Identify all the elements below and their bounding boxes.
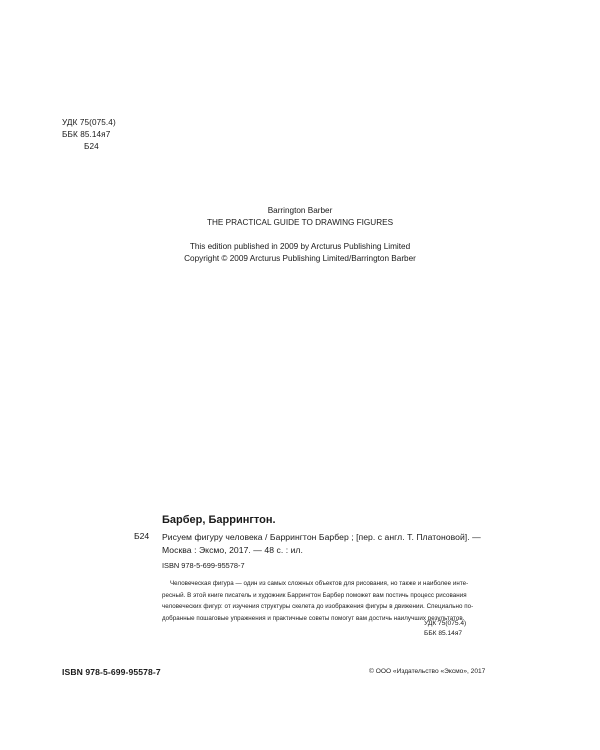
catalog-isbn: ISBN 978-5-699-95578-7 — [162, 561, 245, 570]
abstract-line: ресный. В этой книге писатель и художник Баррингтон Барбер поможет вам постичь процесс рисования — [162, 591, 467, 599]
catalog-author-heading: Барбер, Баррингтон. — [162, 514, 276, 526]
catalog-abstract — [162, 578, 502, 624]
original-author: Barrington Barber — [267, 206, 333, 215]
catalog-bbk: ББК 85.14я7 — [424, 629, 463, 637]
footer-copyright: © ООО «Издательство «Эксмо», 2017 — [369, 668, 486, 675]
catalog-author-code: Б24 — [134, 531, 150, 541]
original-edition-credits — [0, 205, 600, 264]
catalog-description — [162, 531, 497, 556]
abstract-line: Человеческая фигура — один из самых сложных объектов для рисования, но также и наиболее инте- — [170, 580, 469, 587]
original-title: THE PRACTICAL GUIDE TO DRAWING FIGURES — [206, 217, 394, 227]
catalog-udk: УДК 75(075.4) — [424, 620, 467, 627]
udk-code: УДК 75(075.4) — [62, 118, 116, 127]
edition-note: This edition published in 2009 by Arcturus Publishing Limited — [189, 242, 411, 251]
abstract-line: добранные пошаговые упражнения и практичные советы помогут вам достичь наилучших результатов. — [162, 614, 465, 622]
abstract-line: человеческих фигур: от изучения структуры скелета до изображения фигуры в движении. Специально по- — [162, 603, 474, 610]
author-code: Б24 — [84, 142, 99, 151]
catalog-description-line: Москва : Эксмо, 2017. — 48 с. : ил. — [162, 544, 303, 555]
catalog-classification-codes — [424, 619, 466, 638]
footer-isbn: ISBN 978-5-699-95578-7 — [62, 667, 161, 677]
catalog-description-line: Рисуем фигуру человека / Баррингтон Барбер ; [пер. с англ. Т. Платоновой]. — — [162, 532, 481, 542]
bbk-code: ББК 85.14я7 — [62, 130, 111, 139]
classification-block-top — [62, 117, 116, 153]
original-copyright: Copyright © 2009 Arcturus Publishing Limited/Barrington Barber — [184, 253, 416, 263]
